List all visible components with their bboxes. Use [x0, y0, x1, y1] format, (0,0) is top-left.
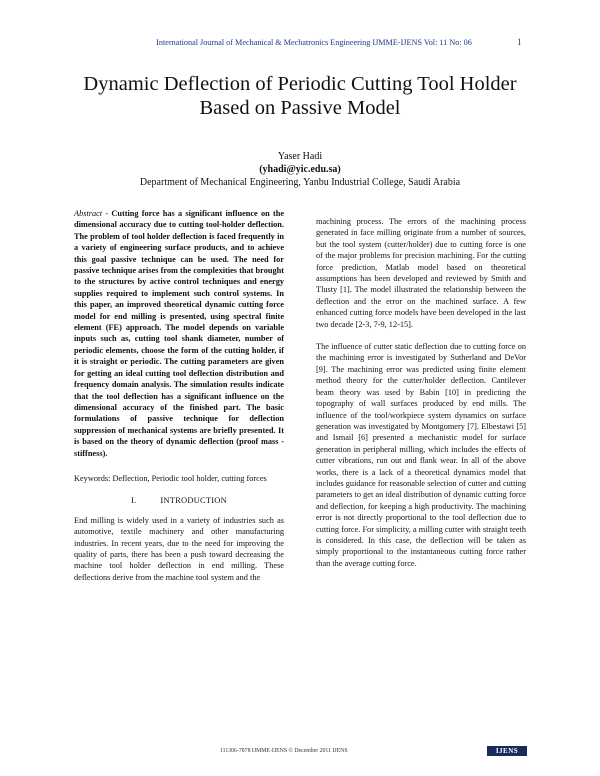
abstract [74, 208, 284, 459]
right-paragraph-1: machining process. The errors of the machining process generated in face milling originate from a number of sources, but the tool system (cutter/holder) due to cutting force is one of the major problems for precision machining. For the cutting force prediction, Matlab model based on theoretical assumptions has been developed and reviewed by Smith and Tlusty [1]. The model illustrated the relationship between the deflection and the error on the machined surface. A few enhanced cutting force models have been developed in the last two decade [2-3, 7-9, 12-15]. [316, 217, 526, 329]
right-paragraph-2: The influence of cutter static deflection due to cutting force on the machining error is investigated by Sutherland and DeVor [9]. The machining error was predicted using finite element method theory for the cutter/holder deflection. Cantilever beam theory was used by Babin [10] in predicting the topography of wall surfaces produced by end mills. The influence of the tool/workpiece system dynamics on surface generation was investigated by Montgomery [7]. Elbestawi [5] and Ismail [6] presented a mechanistic model for surface generation in peripheral milling, which includes the effects of cutter vibrations, run out and flank wear. In all of the above works, there is a lack of a theoretical dynamics model that includes guidance for reasonable selection of cutter and cutting parameters to get an ideal distribution of dynamic cutting force and deflection, for keeping a high productivity. The machining error is not directly proportional to the tool deflection due to cutting force. For simplicity, a milling cutter with straight teeth is considered. In this case, the deflection will be taken as simply proportional to the instantaneous cutting force rather than the average cutting force. [316, 342, 526, 568]
ijens-logo: IJENS [487, 746, 527, 756]
section-heading-introduction [74, 495, 284, 506]
left-column [74, 208, 284, 594]
author-block [40, 150, 560, 189]
section-title: INTRODUCTION [160, 495, 227, 506]
author-name: Yaser Hadi [277, 151, 323, 162]
section-number: I. [131, 495, 137, 506]
abstract-body: Cutting force has a significant influence on the dimensional accuracy due to cutting tool-holder deflection. The problem of tool holder deflection is faced frequently in a variety of engineering surface products, and to achieve this goal passive technique can be used. The need for passive technique arises from the complexities that brought to the structures by active control techniques and energy supplies required to implement such control systems. In this paper, an improved theoretical dynamic cutting force model for end milling is presented, using spectral finite element (FE) approach. The model depends on variable inputs such as, cutting tool shank diameter, number of periodic elements, choose the form of the cutting holder, if it is straight or periodic. The cutting parameters are given for getting an ideal cutting tool deflection distribution and frequency domain analysis. The simulation results indicate that the tool deflection has a significant influence on the dimensional accuracy of the finished part. The basic formulations of passive technique for deflection suppression of mechanical systems are briefly presented. It is based on the theory of dynamic deflection (proof mass -stiffness). [74, 209, 285, 458]
footer-text: 111306-7878 IJMME-IJENS © December 2011 IJENS [220, 748, 348, 754]
author-email: (yhadi@yic.edu.sa) [259, 164, 341, 175]
right-column [316, 216, 526, 580]
title-line-1: Dynamic Deflection of Periodic Cutting Tool Holder [83, 73, 517, 95]
title-line-2: Based on Passive Model [199, 97, 401, 119]
page-number: 1 [517, 37, 522, 47]
author-affiliation: Department of Mechanical Engineering, Yanbu Industrial College, Saudi Arabia [139, 177, 461, 188]
paper-title [40, 72, 560, 120]
keywords: Keywords: Deflection, Periodic tool holder, cutting forces [74, 473, 267, 483]
intro-paragraph-1: End milling is widely used in a variety of industries such as automotive, textile machinery and other manufacturing industries. In recent years, due to the need for improving the quality of parts, there has been a push toward decreasing the machine tool holder deflection in end milling. These deflections derive from the machine tool system and the [74, 515, 284, 582]
journal-header: International Journal of Mechanical & Mechatronics Engineering IJMME-IJENS Vol: 11 No: 06 [156, 38, 472, 47]
abstract-lead: Abstract - [74, 209, 109, 218]
